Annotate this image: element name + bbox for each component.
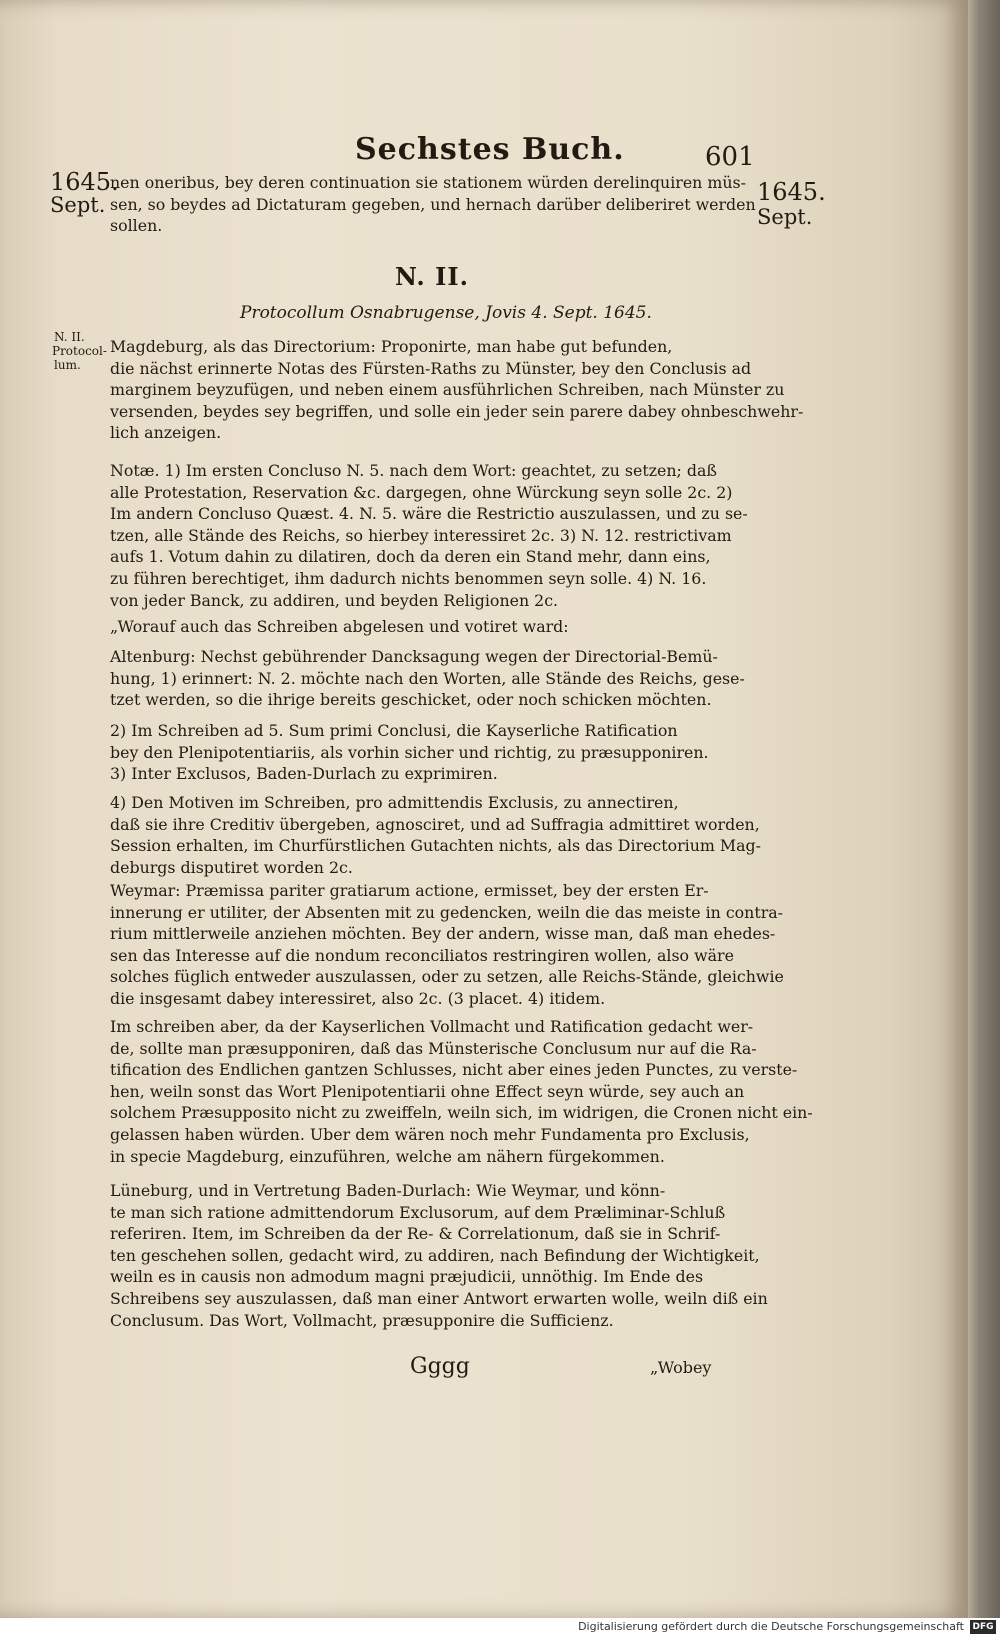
text-line: Notæ. 1) Im ersten Concluso N. 5. nach dem Wort: geachtet, zu setzen; daß bbox=[110, 461, 717, 480]
text-line: tzet werden, so die ihrige bereits geschicket, oder noch schicken möchten. bbox=[110, 690, 712, 710]
dfg-logo: DFG bbox=[970, 1620, 996, 1634]
text-line: Lüneburg, und in Vertretung Baden-Durlach: Wie Weymar, und könn- bbox=[110, 1181, 666, 1200]
text-line: versenden, beydes sey begriffen, und solle ein jeder sein parere dabey ohnbeschwehr- bbox=[110, 401, 804, 421]
text-line: hen, weiln sonst das Wort Plenipotentiarii ohne Effect seyn würde, sey auch an bbox=[110, 1081, 745, 1101]
text-line: rium mittlerweile anziehen möchten. Bey der andern, wisse man, daß man ehedes- bbox=[110, 924, 776, 944]
text-line: „Worauf auch das Schreiben abgelesen und votiret ward: bbox=[110, 617, 569, 636]
text-line: sen das Interesse auf die nondum reconciliatos restringiren wollen, also wäre bbox=[110, 945, 734, 965]
text-line: deburgs disputiret worden 2c. bbox=[110, 857, 353, 877]
text-line: marginem beyzufügen, und neben einem ausführlichen Schreiben, nach Münster zu bbox=[110, 380, 785, 400]
text-line: Altenburg: Nechst gebührender Dancksagung wegen der Directorial-Bemü- bbox=[110, 647, 718, 666]
text-line: 3) Inter Exclusos, Baden-Durlach zu exprimiren. bbox=[110, 764, 498, 784]
page-edge bbox=[968, 0, 1000, 1618]
text-line: innerung er utiliter, der Absenten mit zu gedencken, weiln die das meiste in contra- bbox=[110, 902, 784, 922]
text-line: daß sie ihre Creditiv übergeben, agnosciret, und ad Suffragia admittiret worden, bbox=[110, 814, 760, 834]
text-line: Magdeburg, als das Directorium: Proponirte, man habe gut befunden, bbox=[110, 337, 673, 356]
text-line: bey den Plenipotentiariis, als vorhin sicher und richtig, zu præsupponiren. bbox=[110, 742, 709, 762]
paragraph-notae bbox=[110, 460, 748, 611]
text-line: de, sollte man præsupponiren, daß das Münsterische Conclusum nur auf die Ra- bbox=[110, 1038, 757, 1058]
text-line: referiren. Item, im Schreiben da der Re- & Correlationum, daß sie in Schrif- bbox=[110, 1224, 721, 1244]
margin-year-left: 1645. bbox=[50, 168, 119, 196]
text-line: 4) Den Motiven im Schreiben, pro admittendis Exclusis, zu annectiren, bbox=[110, 793, 679, 812]
running-title: Sechstes Buch. bbox=[355, 132, 625, 167]
text-line: Weymar: Præmissa pariter gratiarum actione, ermisset, bey der ersten Er- bbox=[110, 881, 709, 900]
text-line: nen oneribus, bey deren continuation sie stationem würden derelinquiren müs- bbox=[110, 173, 746, 192]
text-line: die insgesamt dabey interessiret, also 2c. (3 placet. 4) itidem. bbox=[110, 988, 606, 1008]
side-note-line: Protocol- bbox=[52, 344, 107, 358]
paragraph-magdeburg bbox=[110, 336, 804, 444]
margin-year-right: 1645. bbox=[757, 178, 826, 206]
paragraph-weymar bbox=[110, 880, 784, 1010]
text-line: ten geschehen sollen, gedacht wird, zu addiren, nach Befindung der Wichtigkeit, bbox=[110, 1245, 760, 1265]
text-line: tification des Endlichen gantzen Schlusses, nicht aber eines jeden Punctes, zu verste- bbox=[110, 1060, 798, 1080]
text-line: solches füglich entweder auszulassen, oder zu setzen, alle Reichs-Stände, gleichwie bbox=[110, 967, 784, 987]
text-line: tzen, alle Stände des Reichs, so hierbey interessiret 2c. 3) N. 12. restrictivam bbox=[110, 525, 732, 545]
text-line: Session erhalten, im Churfürstlichen Gutachten nichts, als das Directorium Mag- bbox=[110, 836, 761, 856]
paragraph-lueneburg bbox=[110, 1180, 768, 1331]
text-line: die nächst erinnerte Notas des Fürsten-Raths zu Münster, bey den Conclusis ad bbox=[110, 358, 752, 378]
margin-month-left: Sept. bbox=[50, 193, 106, 217]
protocol-title: Protocollum Osnabrugense, Jovis 4. Sept. 1645. bbox=[240, 303, 652, 323]
footer-text: Digitalisierung gefördert durch die Deutsche Forschungsgemeinschaft bbox=[578, 1620, 964, 1633]
text-line: in specie Magdeburg, einzuführen, welche am nähern fürgekommen. bbox=[110, 1146, 665, 1166]
opening-text bbox=[110, 172, 756, 237]
text-line: te man sich ratione admittendorum Exclusorum, auf dem Præliminar-Schluß bbox=[110, 1202, 726, 1222]
text-line: alle Protestation, Reservation &c. dargegen, ohne Würckung seyn solle 2c. 2) bbox=[110, 482, 733, 502]
text-line: aufs 1. Votum dahin zu dilatiren, doch da deren ein Stand mehr, dann eins, bbox=[110, 547, 711, 567]
text-line: Im andern Concluso Quæst. 4. N. 5. wäre die Restrictio auszulassen, und zu se- bbox=[110, 504, 748, 524]
signature-mark: Gggg bbox=[410, 1354, 470, 1379]
paragraph-worauf bbox=[110, 616, 730, 638]
text-line: von jeder Banck, zu addiren, und beyden Religionen 2c. bbox=[110, 590, 559, 610]
text-line: Schreibens sey auszulassen, daß man einer Antwort erwarten wolle, weiln diß ein bbox=[110, 1288, 768, 1308]
text-line: sen, so beydes ad Dictaturam gegeben, und hernach darüber deliberiret werden bbox=[110, 194, 756, 214]
text-line: weiln es in causis non admodum magni præjudicii, unnöthig. Im Ende des bbox=[110, 1267, 704, 1287]
text-line: sollen. bbox=[110, 216, 163, 236]
page-number: 601 bbox=[705, 142, 755, 172]
text-line: Conclusum. Das Wort, Vollmacht, præsupponire die Sufficienz. bbox=[110, 1310, 614, 1330]
margin-month-right: Sept. bbox=[757, 205, 813, 229]
text-line: zu führen berechtiget, ihm dadurch nichts benommen seyn solle. 4) N. 16. bbox=[110, 568, 707, 588]
text-line: gelassen haben würden. Uber dem wären noch mehr Fundamenta pro Exclusis, bbox=[110, 1124, 750, 1144]
side-note-line: N. II. bbox=[54, 330, 85, 344]
paragraph-schreiben bbox=[110, 1016, 813, 1167]
catchword: „Wobey bbox=[650, 1358, 712, 1377]
text-line: Im schreiben aber, da der Kayserlichen Vollmacht und Ratification gedacht wer- bbox=[110, 1017, 754, 1036]
section-heading: N. II. bbox=[395, 262, 469, 291]
digitization-footer bbox=[0, 1618, 1000, 1638]
text-line: lich anzeigen. bbox=[110, 423, 222, 443]
paragraph-altenburg-2 bbox=[110, 720, 730, 785]
text-line: 2) Im Schreiben ad 5. Sum primi Conclusi, die Kayserliche Ratification bbox=[110, 721, 678, 740]
text-line: solchem Præsupposito nicht zu zweiffeln, weiln sich, im widrigen, die Cronen nicht ein- bbox=[110, 1103, 813, 1123]
paragraph-altenburg-4 bbox=[110, 792, 761, 878]
paragraph-altenburg bbox=[110, 646, 745, 711]
side-note-line: lum. bbox=[54, 358, 81, 372]
text-line: hung, 1) erinnert: N. 2. möchte nach den Worten, alle Stände des Reichs, gese- bbox=[110, 668, 745, 688]
